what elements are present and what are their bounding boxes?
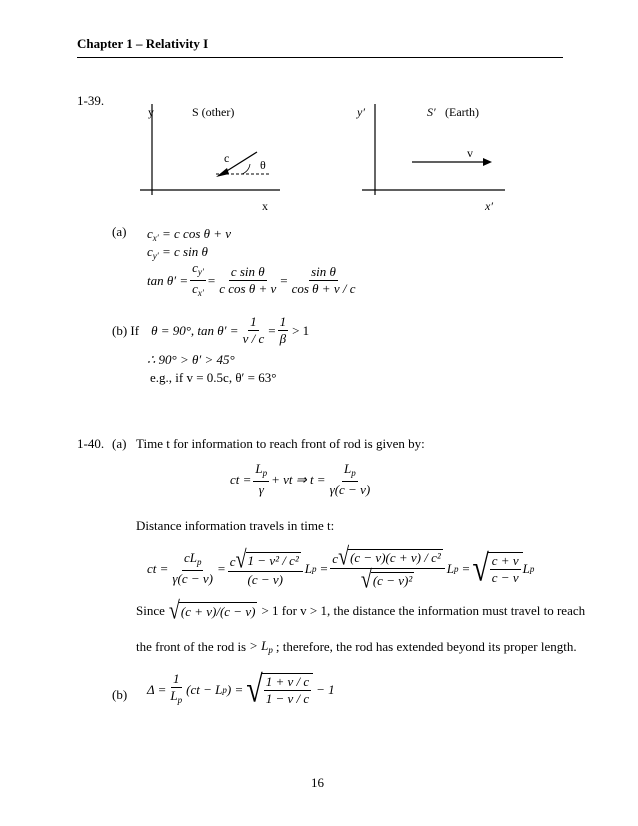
left-y-label: y bbox=[148, 105, 154, 119]
right-frame-label: S′ bbox=[427, 105, 436, 119]
p6: p bbox=[222, 684, 227, 695]
frac-sin-num: sin θ bbox=[311, 264, 336, 279]
frac-sin bbox=[290, 265, 358, 296]
eq-ct-1 bbox=[230, 462, 374, 497]
part-b-cond: θ = 90°, tan θ′ = bbox=[151, 322, 239, 338]
eq-cy: $c_{y'} = c$ sin θ bbox=[147, 244, 208, 261]
eq-ct-1-tail: + vt ⇒ t = bbox=[271, 471, 326, 487]
clp-den: γ(c − v) bbox=[172, 571, 213, 586]
clp-sub: p bbox=[196, 557, 202, 567]
distance-text: Distance information travels in time t: bbox=[136, 518, 335, 533]
page-number: 16 bbox=[311, 775, 324, 790]
problem-number-1-39: 1-39. bbox=[77, 93, 105, 108]
frac-1-vc-num: 1 bbox=[250, 314, 257, 329]
front-pre: the front of the rod is bbox=[136, 638, 247, 654]
p3: p bbox=[529, 563, 535, 574]
lp2-p: p bbox=[351, 468, 356, 478]
gamma-cv: γ(c − v) bbox=[329, 482, 371, 497]
frac-lp-gamma-cv bbox=[328, 462, 373, 497]
part-b-eq: (b) If θ = 90°, tan θ′ = $\frac{1}{v / c}$ = $\frac{1}{\beta}$ > 1 bbox=[112, 314, 310, 346]
since-sqrt: √ (c + v)/(c − v) bbox=[168, 597, 256, 625]
eq-tan-eq2: = bbox=[280, 272, 288, 288]
front-post: ; therefore, the rod has extended beyond its proper length. bbox=[275, 638, 577, 654]
sqrt1-pre: c bbox=[229, 554, 236, 569]
eq-ct-2-lhs: ct = bbox=[147, 560, 169, 576]
p4: p bbox=[268, 645, 273, 655]
sqrt-final-den: c − v bbox=[491, 570, 519, 585]
frac-1-vc bbox=[241, 315, 267, 346]
part-a-label-140: (a) bbox=[112, 436, 127, 451]
page-header: Chapter 1 – Relativity I bbox=[77, 36, 209, 51]
eq-tan-eq1: = bbox=[207, 272, 216, 288]
theta-label: θ bbox=[260, 158, 266, 172]
sqrt1-den: (c − v) bbox=[247, 572, 284, 587]
part-b-label-140: (b) bbox=[112, 687, 128, 702]
frac-1-lp bbox=[168, 672, 184, 707]
L3: L bbox=[522, 560, 530, 576]
L2: L bbox=[446, 560, 455, 576]
lp2-L: L bbox=[344, 461, 352, 476]
frac-cy-cx: $\frac{c_{y'}}{c_{x'}}$ bbox=[192, 260, 204, 298]
frames-diagram bbox=[130, 100, 550, 220]
p5: p bbox=[177, 695, 183, 705]
frac-1-lp-num: 1 bbox=[173, 671, 180, 686]
eq-cx-rhs: = c cos θ + v bbox=[162, 226, 232, 241]
frac-csin-den: c cos θ + v bbox=[219, 281, 277, 296]
c-vector-arrowhead bbox=[216, 168, 229, 177]
frac-1-beta-num: 1 bbox=[279, 314, 287, 329]
gamma: γ bbox=[258, 482, 264, 497]
frac-1-vc-den: v / c bbox=[242, 331, 265, 346]
right-y-label: y′ bbox=[357, 105, 365, 119]
sqrt2-den-arg: (c − v)² bbox=[372, 573, 413, 588]
part-a-label: (a) bbox=[112, 224, 127, 239]
since-rad: (c + v)/(c − v) bbox=[180, 604, 256, 619]
clp: cL bbox=[183, 550, 197, 565]
frac-sqrt1: c √ 1 − v² / c² (c − v) bbox=[228, 550, 303, 587]
sqrt2-pre: c bbox=[332, 551, 339, 566]
part-b-label: (b) If bbox=[112, 322, 140, 338]
header-rule bbox=[77, 57, 563, 58]
eq-delta-mid: (ct − L bbox=[186, 681, 223, 697]
part-b-line2: ∴ 90° > θ′ > 45° bbox=[147, 352, 235, 367]
since-pre: Since bbox=[136, 603, 165, 618]
sqrt1-arg: 1 − v² / c² bbox=[247, 553, 299, 568]
frac-lp-gamma bbox=[253, 462, 269, 497]
since-line bbox=[136, 597, 586, 625]
c-label: c bbox=[224, 151, 230, 165]
right-frame-sub: (Earth) bbox=[445, 105, 479, 119]
eq-delta bbox=[147, 668, 335, 710]
eq-tan-lhs: tan θ′ = bbox=[147, 272, 189, 288]
eq-cy-rhs: = c sin θ bbox=[162, 244, 208, 259]
frac-sin-den: cos θ + v / c bbox=[291, 281, 356, 296]
eq-delta-tail: − 1 bbox=[316, 681, 335, 697]
v-label: v bbox=[467, 146, 473, 160]
part-a-text: Time t for information to reach front of rod is given by: bbox=[136, 436, 425, 451]
eq-tan bbox=[147, 261, 359, 300]
sqrt-delta: √ $\frac{1 + v / c}{1 - v / c}$ bbox=[246, 673, 313, 706]
sqrt-delta-den: 1 − v / c bbox=[265, 691, 310, 706]
eq-ct-2: ct = $\frac{cL_p}{\gamma(c - v)}$ = c √ 1 − v² / c² (c − v) L p = c √ (c − v)(c + v) / c² √ (c − v)² L p = √ $\frac{c + v}{c - v}$ L p bbox=[147, 543, 535, 594]
sqrt-delta-num: 1 + v / c bbox=[265, 674, 310, 689]
L4: L bbox=[261, 638, 269, 653]
frac-1-beta-den: β bbox=[279, 331, 287, 346]
sqrt2-arg: (c − v)(c + v) / c² bbox=[350, 550, 441, 565]
v-vector-arrowhead bbox=[483, 158, 492, 166]
frac-1-lp-den: L bbox=[170, 688, 178, 703]
frac-csin bbox=[217, 265, 278, 296]
eq-ct-1-lhs: ct = bbox=[230, 471, 252, 487]
L1: L bbox=[304, 560, 313, 576]
eq-delta-mid-close: ) = bbox=[226, 681, 244, 697]
left-frame-label: S (other) bbox=[192, 105, 235, 119]
frac-clp bbox=[170, 551, 215, 586]
problem-number-1-40: 1-40. bbox=[77, 436, 105, 451]
lp-L: L bbox=[255, 461, 263, 476]
p2: p bbox=[454, 563, 459, 574]
frac-csin-num: c sin θ bbox=[230, 264, 265, 279]
frac-sqrt2: c √ (c − v)(c + v) / c² √ (c − v)² bbox=[330, 547, 445, 590]
left-x-label: x bbox=[262, 199, 268, 213]
sqrt-final: √ $\frac{c + v}{c - v}$ bbox=[472, 552, 522, 585]
theta-arc bbox=[242, 164, 250, 174]
part-b-line3: e.g., if v = 0.5c, θ′ = 63° bbox=[150, 370, 277, 385]
frac-1-beta bbox=[278, 315, 289, 346]
eq-cx: $c_{x'} = c$ cos θ + v bbox=[147, 226, 232, 243]
since-post: > 1 for v > 1, the distance the information must travel to reach bbox=[261, 603, 586, 618]
right-x-label: x′ bbox=[485, 199, 493, 213]
lp-p: p bbox=[262, 468, 268, 478]
p1: p bbox=[312, 563, 317, 574]
sqrt-final-num: c + v bbox=[491, 553, 519, 568]
front-line: the front of the rod is > $L_p$ ; therefore, the rod has extended beyond its proper length. bbox=[136, 638, 577, 655]
eq-delta-lhs: Δ = bbox=[147, 681, 167, 697]
